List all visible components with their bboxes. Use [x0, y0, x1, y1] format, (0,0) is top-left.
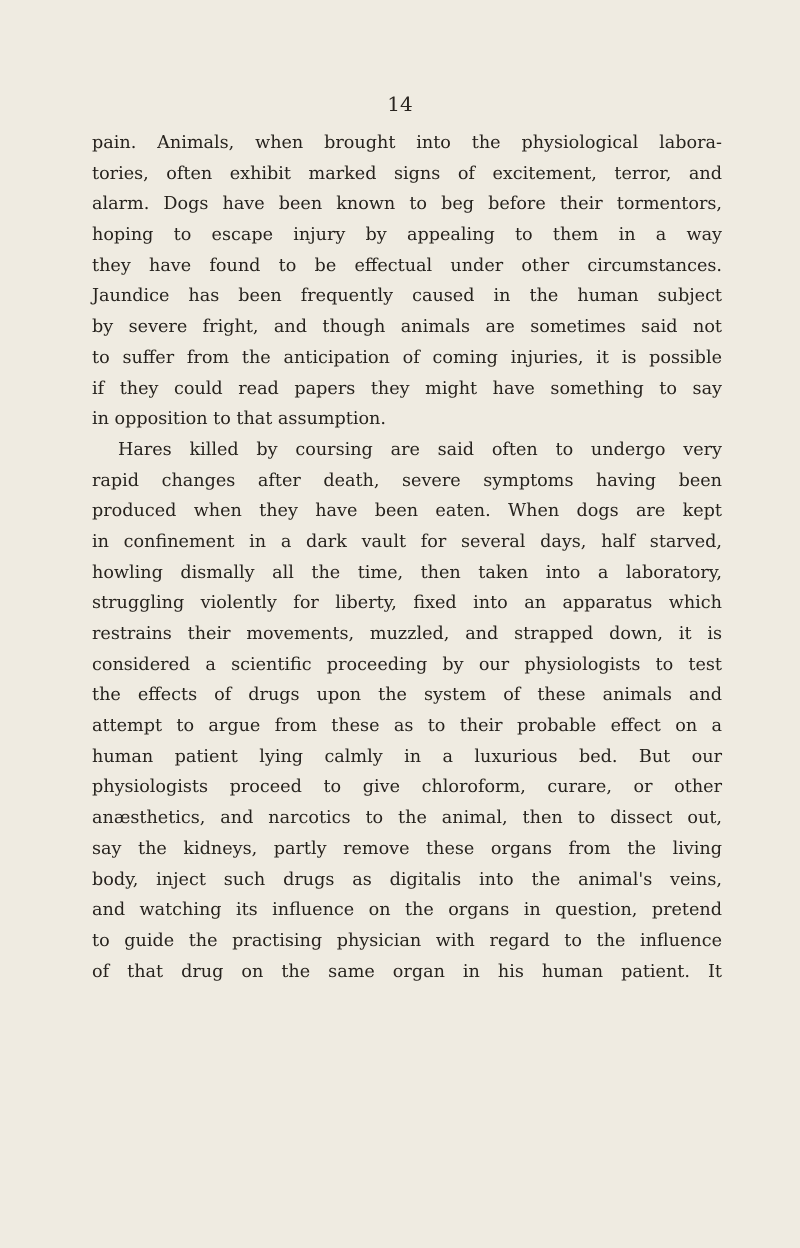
text-line: hoping to escape injury by appealing to them in a way — [92, 225, 722, 246]
text-line: of that drug on the same organ in his human patient. It — [92, 961, 722, 982]
body-text — [92, 128, 722, 987]
text-line: produced when they have been eaten. When dogs are kept — [92, 501, 722, 522]
text-line: pain. Animals, when brought into the physiological labora- — [92, 133, 722, 153]
page-number: 14 — [387, 92, 413, 116]
text-line: they have found to be effectual under other circumstances. — [92, 255, 722, 276]
text-line: considered a scientific proceeding by our physiologists to test — [92, 654, 722, 675]
text-line: and watching its influence on the organs in question, pretend — [92, 900, 722, 921]
text-line: to guide the practising physician with regard to the influence — [92, 930, 722, 951]
text-line: in opposition to that assumption. — [92, 409, 386, 430]
text-line: rapid changes after death, severe symptoms having been — [92, 470, 722, 491]
text-line: in confinement in a dark vault for several days, half starved, — [92, 531, 722, 552]
text-line: by severe fright, and though animals are sometimes said not — [92, 317, 722, 338]
text-line: Jaundice has been frequently caused in the human subject — [92, 286, 722, 307]
text-line: Hares killed by coursing are said often to undergo very — [118, 439, 722, 460]
text-line: body, inject such drugs as digitalis into the animal's veins, — [92, 869, 722, 890]
text-line: anæsthetics, and narcotics to the animal, then to dissect out, — [92, 808, 722, 829]
text-line: struggling violently for liberty, fixed into an apparatus which — [92, 593, 722, 614]
text-line: the effects of drugs upon the system of these animals and — [92, 685, 722, 706]
text-line: if they could read papers they might have something to say — [92, 378, 722, 399]
text-line: to suffer from the anticipation of coming injuries, it is possible — [92, 347, 722, 368]
text-line: human patient lying calmly in a luxurious bed. But our — [92, 746, 722, 767]
text-line: restrains their movements, muzzled, and strapped down, it is — [92, 624, 722, 644]
text-line: tories, often exhibit marked signs of excitement, terror, and — [92, 163, 722, 184]
text-line: alarm. Dogs have been known to beg before their tormentors, — [92, 194, 722, 215]
text-line: howling dismally all the time, then taken into a laboratory, — [92, 562, 722, 583]
text-line: attempt to argue from these as to their probable effect on a — [92, 716, 722, 737]
text-line: physiologists proceed to give chloroform, curare, or other — [92, 777, 722, 798]
text-line: say the kidneys, partly remove these organs from the living — [92, 838, 722, 859]
